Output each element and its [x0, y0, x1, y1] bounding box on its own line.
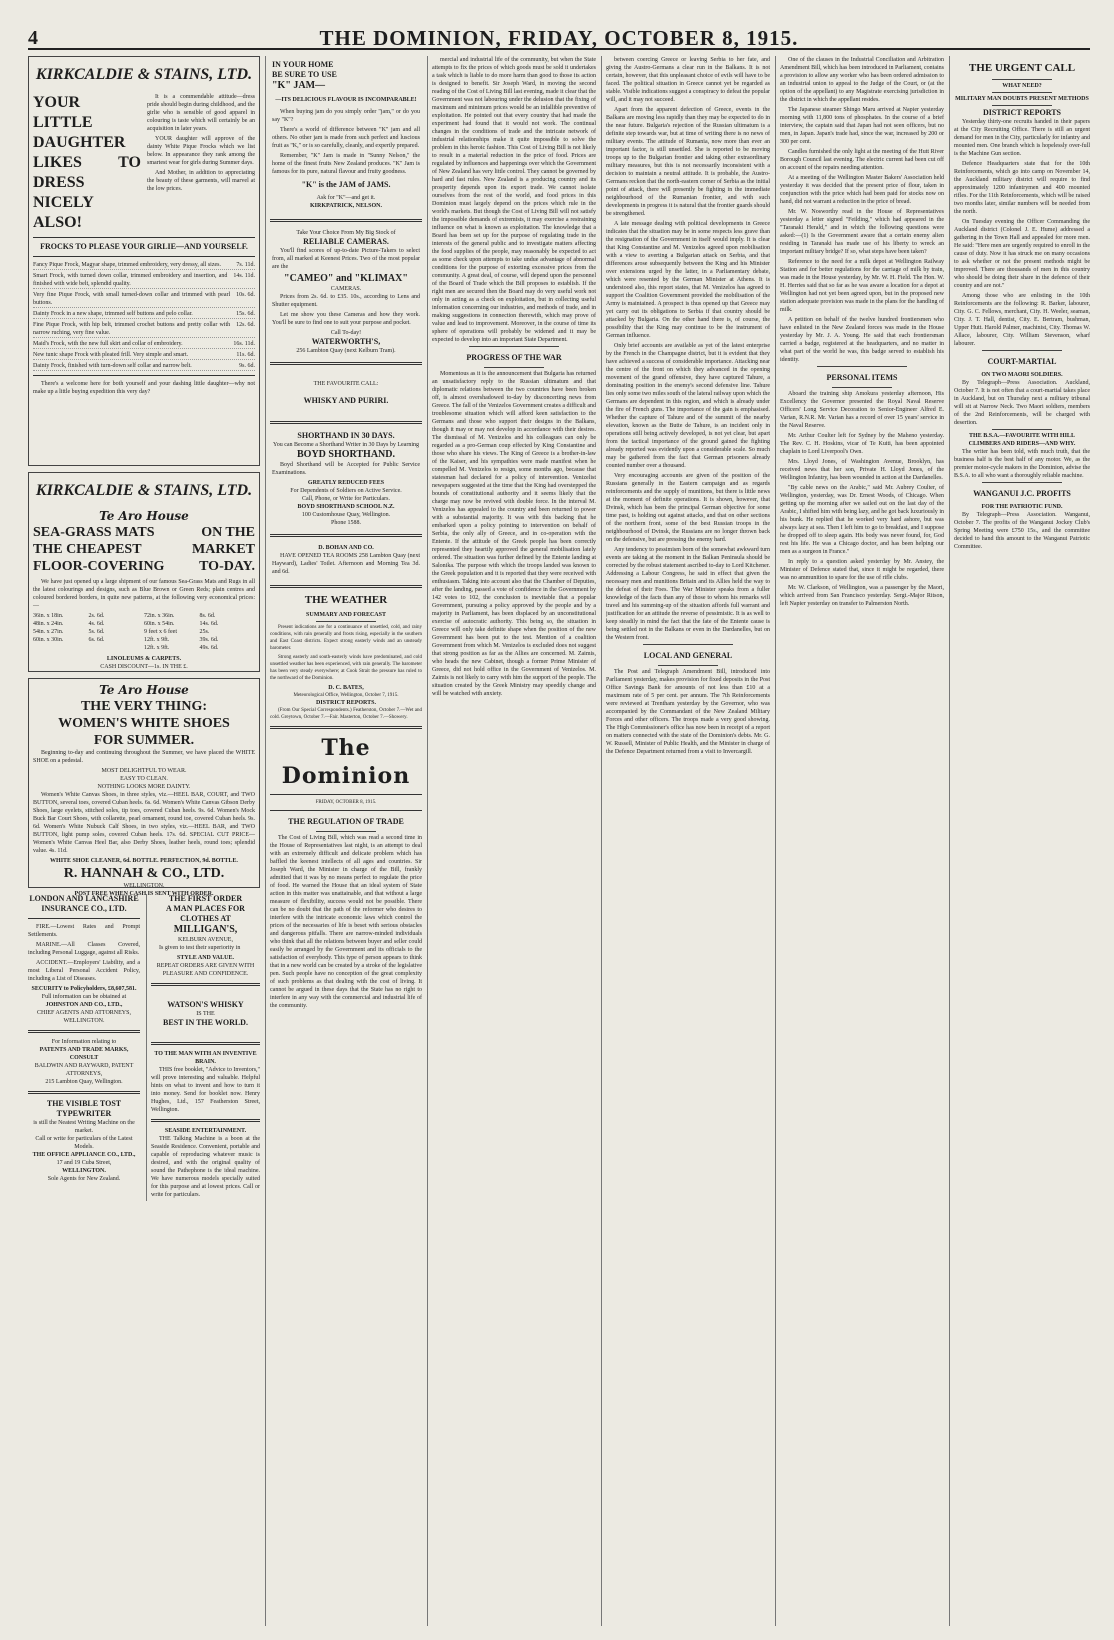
- brand-heading: KIRKCALDIE & STAINS, LTD.: [35, 66, 253, 83]
- tea-rooms-ad: D. BOHAN AND CO. HAVE OPENED TEA ROOMS 258 Lambton Quay (next Hayward), Ladies' Toilet. Afternoon and Morning Tea 3d. and 6d.: [272, 545, 420, 575]
- column-six: THE URGENT CALL WHAT NEED? MILITARY MAN DOUBTS PRESENT METHODS DISTRICT REPORTS Yesterday thirty-one recruits handed in their papers at the City Recruiting Office. There is still an urgent demand for men in the City, particularly for infantry and mounted men. One branch which is hopelessly over-full is the Machine Gun section. Defence Headquarters state that for the 10th Reinforcements, which go into camp on November 14, the Auckland military district will require to find approximately 1200 infantrymen and 400 mounted rifles. For the 11th Reinforcements, which will be raised two months later, similar numbers will be needed from the north. On Tuesday evening the Officer Commanding the Auckland district (Colonel J. E. Hume) addressed a gathering in the Town Hall and appealed for more men. He said: "Here men are urgently required to enroll in the cause of duty. Now it has struck me on many occasions to ask whether or not the present methods might be improved. There are thousands of men in this country who should be doing their share in the defence of their country and are not." Among those who are enlisting in the 10th Reinforcements are the following: R. Barker, labourer, City. G. C. Fellows, merchant, City. H. Weeler, seaman, City. J. T. Hall, dentist, City. E. Bertram, bushman, Upper Hutt. Harold Palmer, machinist, City. Thomas W. Allace, labourer, City. William Stevenson, wharf labourer. COURT-MARTIAL ON TWO MAORI SOLDIERS. By Telegraph—Press Association. Auckland, October 7. It is not often that a court-martial takes place in Auckland, but on Thursday next a military tribunal will sit at Narrow Neck. Two Maori soldiers, members of the 2nd Reinforcements, will be charged with desertion. THE B.S.A.—FAVOURITE WITH HILL CLIMBERS AND RIDERS—AND WHY. The writer has been told, with much truth, that the business half is the best half of any motor. We, as the premier motor-cycle makers in the Dominion, advise the B.S.A. to all who want a thoroughly reliable machine. WANGANUI J.C. PROFITS FOR THE PATRIOTIC FUND. By Telegraph—Press Association. Wanganui, October 7. The profits of the Wanganui Jockey Club's Spring Meeting were £750 15s., and the committee decided to hand this amount to the Wanganui Patriotic Committee.: [954, 62, 1090, 550]
- newspaper-title: THE DOMINION, FRIDAY, OCTOBER 8, 1915.: [319, 25, 799, 50]
- column-four: between coercing Greece or leaving Serbia to her fate, and giving the Austro-Germans a clear run in the Balkans. It is not certain, however, that this unpleasant choice of evils will have to be faced. The political situation in Greece cannot yet be regarded as stable. Visible indications suggest a conspiracy to defeat the popular will, and it may not succeed. Apart from the apparent defection of Greece, events in the Balkans are moving less rapidly than they may be expected to do in the near future. Bulgaria's rejection of the Russian ultimatum is a definite step towards war, but at time of writing there is no news of military events. The attitude of Rumania, now more than ever an important factor, is still unsettled. She is reported to be moving troops up to the Bulgarian frontier and taking other extraordinary military measures, but this is not necessarily inconsistent with a decision to maintain a neutral attitude. It is probable, the Austro-Germans reckon that the north-eastern corner of Serbia as the initial point of attack, there will presently be fighting in the immediate neighbourhood of the Rumanian frontier, and with such developments in progress it is natural that the frontier guards should be strengthened. A late message dealing with political developments in Greece indicates that the situation may be in some respects less grave than the resignation of the Government in itself would imply. It is clear that King Constantine and M. Venizelos agreed upon mobilisation with a view to averting a Bulgarian attack on Serbia, and that differences arose subsequently between the King and his Minister over extensions urged by the latter, in a Parliamentary debate, which were resented by the German Minister at Athens. It is understood also, this report states, that M. Venizelos has agreed to support the Coalition Government provided the mobilisation of the Army is maintained. A prospect is thus opened up that Greece may yet carry out its obligations to Serbia if that country should be attacked by Bulgaria. On the other hand there is, of course, the possibility that the King may continue to be the instrument of German influence. Only brief accounts are available as yet of the latest enterprise by the French in the Champagne district, but it is evident that they have achieved a success of considerable importance. Attacking near the centre of the front on which they advanced in the opening movement of the grand offensive, they have captured Tahure, a dominating position in the enemy's second defensive line. Tahure lies only some two miles south of the lateral railway upon which the Germans are dependent in this region, and which is already under the fire of French guns. The importance of the gain is emphasised. Whether the capture of Tahure and of the summit of the nearby elevation, known as the Butte de Tahure, is an incident only in operations still being actively developed, is not yet clear, but apart from the tactical importance of the ground gained the fighting already reported was evidently upon a considerable scale. So much may be gathered from the fact that German prisoners already counted number over a thousand. Very encouraging accounts are given of the position of the Russians generally in the Eastern campaign and as regards reinforcements and the supply of munitions, but there is little news at the moment of definite operations. It is shown, however, that Dvinsk, which has been the principal German objective for some time past, is holding out against attacks, and that on other sections of the northern front, some of the best Russian troops in the neighbourhood of Dvinsk, the Russians are no longer thrown back on the defensive, but are pressing the enemy hard. Any tendency to pessimism born of the somewhat awkward turn events are taking at the moment in the Balkan Peninsula should be corrected by the robust statement ascribed to-day to Lord Kitchener. Addressing a Labour Congress, he said in effect that given the necessary men and munitions Britain and its Allies held the way to the defeat of their Foes. The War Minister speaks from a fuller knowledge of the facts than any of those to whom his remarks will travel and his summing-up of the situation affords full warrant and justification for an attitude the reverse of pessimistic. It is as well to keep steadily in mind the fact that the fate of the Entente cause is being settled not in the Balkans or even in the Dardanelles, but on the Western front. LOCAL AND GENERAL The Post and Telegraph Amendment Bill, introduced into Parliament yesterday, makes provision for fixed deposits in the Post Office Savings Bank for amounts of not less than £10 at a maximum rate of 5 per cent. per annum. The 7th Reinforcements were reviewed at Trentham yesterday by the Governor, who was accompanied by the Commandant of the New Zealand Military Forces and other officers. The troops made a very good showing. The High Commissioner's office has now been in receipt of a report on matters connected with the state of the Dominion's debts. Mr. G. W. Russell, Minister of Public Health, and the Minister in charge of the Defence Department returned from a visit to Invercargill.: [606, 57, 770, 755]
- war-body: Momentous as it is the announcement that Bulgaria has returned an unsatisfactory reply to the Russian ultimatum and that diplomatic relations between the two countries have been broken off, is almost overshadowed to-day by disconcerting news from Greece. The fall of the Venizelos Government creates a difficult and troublesome situation which will afford keen satisfaction to the Germans and those who support their designs in the Balkans, though it may or may not develop in accordance with their desires. The dismissal of M. Venizelos and his colleagues can only be regarded as a pro-German coup effected by King Constantine and those who share his views. The King of Greece is a brother-in-law of the Kaiser, and his sympathies were made manifest when he compelled M. Venizelos to resign, some months ago, because that statesman had declared for a policy of intervention. Venizelist newspapers suggested at the time that the King had overstepped the bounds of constitutional authority and it seems likely that the charge may now be revived with double force. In the interval M. Venizelos has appealed to the country and been returned to power with a substantial majority. It was with this backing that he embarked upon a policy pointing to intervention on behalf of Serbia, the only ally of Greece, and in co-operation with the Entente. If the attitude of the Greek people has been correctly represented they heartily approved the general mobilisation lately ordered. The situation was further defined by the Entente landing at Salonika. The purpose with which the troops landed was known to the Greek population and it is reported that they were received with enthusiasm. Taking into account also that the Chamber of Deputies, after the landing, passed a vote of confidence in the Government by 142 votes to 102, the conclusion is inevitable that a popular Government, pursuing a policy approved by the people and by a majority in Parliament, has been displaced by an unconstitutional exercise of autocratic authority. This being so, the situation in Greece will only take definite shape when the position of the new Government has been put to the test. Mention of a coalition Government from which M. Venizelos is excluded does not suggest that strong position as far as the Allies are concerned. M. Zaimis, who heads the new Cabinet, though a former Prime Minister of Greece, did not hold office in the Government of Venizelos. M. Zaimis is not likely to carry with him the support of the people. The situation created by the Greek Ministry may speedily change and will be watched with anxiety.: [432, 371, 596, 697]
- frock-price-list: [33, 261, 255, 371]
- camera-ad: Take Your Choice From My Big Stock of RELIABLE CAMERAS. You'll find scores of up-to-date Picture-Takers to select from, all marked at Keenest Prices. Two of the most popular are the "CAMEO" and "KLIMAX" CAMERAS. Prices from 2s. 6d. to £35. 10s., according to Lens and Shutter equipment. Let me show you these Cameras and how they work. You'll be sure to find one to suit your purpose and pocket. Call To-day! WATERWORTH'S, 256 Lambton Quay (next Kelburn Tram).: [272, 230, 420, 354]
- whisky-ad: THE FAVOURITE CALL: WHISKY AND PURIRI.: [303, 381, 389, 405]
- list-item: Fancy Pique Frock, Magyar shape, trimmed embroidery, very dressy, all sizes. 7s. 11d.: [33, 262, 255, 268]
- list-item: Smart Frock, with turned down collar, trimmed embroidery and insertion, and finished with wide belt, splendid quality. 14s. 11d.: [33, 273, 255, 287]
- insurance-ad: LONDON AND LANCASHIRE INSURANCE CO., LTD. FIRE.—Lowest Rates and Prompt Settlements. MARINE.—All Classes Covered, including Personal Luggage, against all Risks. ACCIDENT.—Employers' Liability, and a most Liberal Personal Accident Policy, including a List of Diseases. SECURITY to Policyholders, £8,607,581. Full information can be obtained at JOHNSTON AND CO., LTD., CHIEF AGENTS AND ATTORNEYS, WELLINGTON. For Information relating to PATENTS AND TRADE MARKS, CONSULT BALDWIN AND RAYWARD, PATENT ATTORNEYS, 215 Lambton Quay, Wellington. THE VISIBLE TOST TYPEWRITER is still the Neatest Writing Machine on the market. Call or write for particulars of the Latest Models. THE OFFICE APPLIANCE CO., LTD., 17 and 19 Cuba Street, WELLINGTON. Sole Agents for New Zealand.: [28, 894, 140, 1182]
- issue-date: FRIDAY, OCTOBER 8, 1915.: [315, 800, 377, 805]
- column-two: [270, 56, 422, 1626]
- list-item: Very fine Pique Frock, with small turned-down collar and trimmed with pearl buttons. 10s. 6d.: [33, 292, 255, 306]
- sea-grass-mats-ad: KIRKCALDIE & STAINS, LTD. Te Aro House SEA-GRASS MATS THE CHEAPEST FLOOR-COVERING ON THE MARKET TO-DAY. We have just opened up a large shipment of our famous Sea-Grass Mats and Rugs in all the latest colourings and designs, such as Blue Brown or Green Reds; plain centres and coloured bordered borders, in quite new patterns, at the following very economical prices:— 36in. x 18in. 2s. 6d. 72in. x 36in. 8s. 6d. 48in. x 24in. 4s. 6d. 60in. x 54in. 14s. 6d. 54in. x 27in. 5s. 6d. 9 feet x 6 feet 25s. 60in. x 30in. 6s. 6d. 12ft. x 9ft. 39s. 6d. 12ft. x 9ft. 49s. 6d. LINOLEUMS & CARPETS. CASH DISCOUNT—1s. IN THE £.: [28, 472, 260, 672]
- masthead: [28, 25, 1090, 50]
- list-item: Dainty Frock, finished with turn-down self collar and narrow belt. 9s. 6d.: [33, 363, 255, 369]
- typewriter-ad: THE VISIBLE TOST TYPEWRITER is still the Neatest Writing Machine on the market. Call or write for particulars of the Latest Models. THE OFFICE APPLIANCE CO., LTD., 17 and 19 Cuba Street, WELLINGTON. Sole Agents for New Zealand.: [32, 1099, 136, 1182]
- k-jam-ad: IN YOUR HOME BE SURE TO USE "K" JAM— —ITS DELICIOUS FLAVOUR IS INCOMPARABLE! When buying jam do you simply order "jam," or do you say "K"? There's a world of difference between "K" jam and all others. No other jam is made from such perfect and luscious fruit as "K," or is so carefully, cleanly, and expertly prepared. Remember, "K" Jam is made in "Sunny Nelson," the home of the finest fruits New Zealand produces. "K" Jam is famous for its pure, natural flavour and fruity goodness. "K" is the JAM of JAMS. Ask for "K"—and get it. KIRKPATRICK, NELSON.: [272, 60, 420, 209]
- ad-subhead: FROCKS TO PLEASE YOUR GIRLIE—AND YOURSELF.: [40, 242, 248, 251]
- table-row: 36in. x 18in. 2s. 6d. 72in. x 36in. 8s. 6d.: [33, 613, 216, 619]
- war-heading: PROGRESS OF THE WAR: [466, 353, 562, 362]
- list-item: Dainty Frock in a new shape, trimmed self buttons and pelo collar. 15s. 6d.: [33, 311, 255, 317]
- list-item: New tunic shape Frock with pleated frill. Very simple and smart. 11s. 6d.: [33, 352, 255, 358]
- ad-headline: YOUR LITTLE DAUGHTER LIKES TO DRESS NICELY ALSO!: [33, 94, 141, 231]
- leader-continued: mercial and industrial life of the community, but when the State attempts to fix the prices of which goods must be sold it undertakes a task which is liable to do more harm than good to those its action is designed to benefit. Sir Joseph Ward, in moving the second reading of the Cost of Living Bill last evening, made it clear that the Government was not labouring under the delusion that the fixing of maximum and minimum prices would be an infallible preventive of exploitation. He pointed out that every country that had made the experiment had found that it would not work. The continual changes in the conditions of trade and the intricate network of industrial relationships make it quite impossible to solve the problem in this heroic fashion. This Cost of Living Bill is not likely to result in a material reduction in the price of food. Prices are regulated by influences and happenings over which the Government of New Zealand has very little control. They cannot be governed by hard and fast rules. New Zealand is a producing country and its prosperity depends upon its export trade. We cannot isolate ourselves from the rest of the world, and food prices in this Dominion must largely depend on the prices which rule in the world's markets. But though the Cost of Living Bill will not satisfy the impossible demands of extremists, it may exercise a restraining influence on what is known as exploitation. The knowledge that a Board has been set up for the purpose of regulating trade in the interests of the general public and to investigate matters affecting the food supplies of the people, may reasonably be expected to act as some check upon attempts to take undue advantage of abnormal conditions for the purpose of extorting excessive prices from the community. A great deal, of course, will depend upon the personnel of the Board of Trade which the Bill proposes to establish. If the right men are secured then the Board may do very useful work not only in acting as a check on exploitation, but in collecting useful information concerning our industries, and methods of trade, and in making suggestions in connection therewith, which may prove of value and lead to improvement. Moreover, in the course of time its sphere of operations will probably be widened and it may be expected to develop into an important State Department.: [432, 57, 596, 343]
- local-heading: LOCAL AND GENERAL: [643, 651, 733, 660]
- page-number: 4: [28, 26, 38, 49]
- table-row: 54in. x 27in. 5s. 6d. 9 feet x 6 feet 25s.: [33, 629, 210, 635]
- mat-size-table: [33, 612, 255, 652]
- leader-heading: THE REGULATION OF TRADE: [288, 817, 404, 826]
- dominion-nameplate: The Dominion: [281, 735, 411, 789]
- shorthand-ad: SHORTHAND IN 30 DAYS. You can Become a Shorthand Writer in 30 Days by Learning BOYD SHORTHAND. Boyd Shorthand will be Accepted for Public Service Examinations. GREATLY REDUCED FEES For Dependents of Soldiers on Active Service. Call, Phone, or Write for Particulars. BOYD SHORTHAND SCHOOL N.Z. 100 Customhouse Quay, Wellington. Phone 1588.: [272, 431, 420, 526]
- ad-footer: There's a welcome here for both yourself and your dashing little daughter—why not make up a little buying expedition this very day?: [33, 381, 255, 395]
- table-row: 12ft. x 9ft. 49s. 6d.: [144, 645, 219, 651]
- table-row: 60in. x 30in. 6s. 6d. 12ft. x 9ft. 39s. 6d.: [33, 637, 219, 643]
- table-row: 48in. x 24in. 4s. 6d. 60in. x 54in. 14s. 6d.: [33, 621, 219, 627]
- personal-heading: PERSONAL ITEMS: [826, 373, 898, 382]
- column-five: One of the clauses in the Industrial Conciliation and Arbitration Amendment Bill, which has been introduced in Parliament, contains a provision to allow any worker who has been ordered admission to an industrial union to appeal to the Judge of the Court, or (at the option of the appellant) to any Magistrate exercising jurisdiction in the district in which the appellant resides. The Japanese steamer Shingo Maru arrived at Napier yesterday morning with 11,800 tons of phosphates. In the course of a brief interview, the captain said that Japan had not seen officers, but no men, in Japan. Japan's trade had, since the war, increased by 200 or 300 per cent. Candles furnished the only light at the meeting of the Hutt River Borough Council last evening. The electric current had been cut off on account of the repairs needing attention. At a meeting of the Wellington Master Bakers' Association held yesterday it was decided that the present price of flour, taken in conjunction with the price which had been paid for stocks now on hand, did not warrant a reduction in the price of bread. Mr. W. Nosworthy read in the House of Representatives yesterday a letter signed "Feilding," which had appeared in the "Taranaki Herald," and in which the following questions were asked:—(1) Is the Government aware that a certain enemy alien residing in Taranaki has made use of his liberty to wreck an important military bridge? If so, what steps have been taken? Reference to the need for a milk depot at Wellington Railway Station and for better regulations for the carriage of milk by train, was made in the House yesterday, by Mr. W. H. Field. The Hon. W. H. Herries said that so far as he was aware a location for a depot at Wellington had not yet been agreed upon, but in the proposed new station adequate provision was made in the plans for the handling of milk. A petition on behalf of the twelve hundred frontiersmen who have enlisted in the New Zealand forces was made in the House yesterday by Mr. J. A. Young. He said that each frontiersman carried a badge, registered at the headquarters, and no matter in what part of the world he was, this badge served to establish his identity. PERSONAL ITEMS Aboard the training ship Amokura yesterday afternoon, His Excellency the Governor presented the Royal Naval Reserve Officers' Long Service Decoration to Senior-Engineer Alfred E. Varian, R.N.R. Mr. Varian has a record of over 15 years' service in the Naval Reserve. Mr. Arthur Coulter left for Sydney by the Maheno yesterday. The Rev. C. H. Hoskins, vicar of Te Kuiti, has been appointed chaplain to Lord Liverpool's Own. Mrs. Lloyd Jones, of Washington Avenue, Brooklyn, has received news that her son, Private H. Lloyd Jones, of the Wellington Infantry, has been wounded in action at the Dardanelles. "By cable news on the Arabic," said Mr. Aubrey Coulter, of Wellington, yesterday, was Dr. Ernest Woods, of Chicago. When getting up the morning after we sailed out on the last day of the Arabic, I shifted him with being lazy, and he got back luxuriously in his bunk. He replied that he worked very hard ashore, but was always lazy at sea. Then I left him to go to breakfast, and I suppose he dropped off to sleep again. His body was never found, for, God rest his life. He was a Chicago doctor, and has been helping our men as a surgeon in France." In reply to a question asked yesterday by Mr. Anstey, the Minister of Defence stated that, since it might be regarded, there was no ammunition to spare for the use of rifle clubs. Mr. W. Clarkson, of Wellington, was a passenger by the Maori, which arrived from San Francisco yesterday. Sergt.-Major Ritson, left Napier yesterday on transfer to Palmerston North.: [780, 57, 944, 607]
- list-item: Fine Pique Frock, with hip belt, trimmed crochet buttons and pretty collar with narrow ruching, very fine value. 12s. 6d.: [33, 322, 255, 336]
- column-three: [432, 56, 596, 1626]
- white-shoes-ad: Te Aro House THE VERY THING: WOMEN'S WHITE SHOES FOR SUMMER. Beginning to-day and continuing throughout the Summer, we have placed the WHITE SHOE on a pedestal. MOST DELIGHTFUL TO WEAR. EASY TO CLEAN. NOTHING LOOKS MORE DAINTY. Women's White Canvas Shoes, in three styles, viz.—HEEL BAR, COURT, and TWO BUTTON, several toes, covered Cuban heels. 6s. 6d. Women's White Canvas Gibson Derby Shoes, large eyelets, stitched soles, tip toes, covered Cuban heels. 9s. 6d. Women's Mock Buck Bar Court Shoes, with collarette, pearl ornament, round toe, covered Cuban heels. 9s. 6d. Women's White Nubuck Calf Shoes, in two styles, viz.—HEEL BAR, and TWO BUTTON, light pump soles, covered Cuban heels. 17s. 6d. SPECIAL CUT PRICE—Women's White Canvas Heel Bar, also Derby Shoes, leather heels, round toes; splendid value. 4s. 11d. WHITE SHOE CLEANER, 6d. BOTTLE. PERFECTION, 9d. BOTTLE. R. HANNAH & CO., LTD. WELLINGTON. POST FREE WHEN CASH IS SENT WITH ORDER.: [28, 678, 260, 888]
- leader-body: The Cost of Living Bill, which was read a second time in the House of Representatives last night, is an attempt to deal with an extremely difficult and delicate problem which has baffled the keenest intellects of all ages and countries. Sir Joseph Ward, the Minister in charge of the Bill, frankly admitted that it was by no means perfect to regulate the price of food. He warned the House that an ideal system of State action in this matter was unattainable, and that without a large measure of flexibility, success would not be possible. There can be no doubt that the path of the reformer who desires to interfere with the intricate economic laws which control the prices of the necessaries of life is beset with serious obstacles and dangerous pitfalls. There are narrow-minded individuals who think that all the relations between buyer and seller could easily be arranged by the Government and its officials to the satisfaction of everybody. This type of person appears to think that in a new world can be created by a stroke of the legislative pen. Such people have no conception of the great complexity of such problems as that dealing with the cost of living. It cannot be argued in these days that the State has no right to interfere in any way with the commercial and industrial life of the community.: [270, 835, 422, 1009]
- patents-ad: For Information relating to PATENTS AND TRADE MARKS, CONSULT BALDWIN AND RAYWARD, PATENT ATTORNEYS, 215 Lambton Quay, Wellington.: [34, 1039, 134, 1085]
- urgent-call-heading: THE URGENT CALL: [968, 62, 1076, 74]
- weather-section: THE WEATHER SUMMARY AND FORECAST Present indications are for a continuance of unsettled, cold, and rainy conditions, with rain generally and frosts rising, especially in the southern and East Coast districts. Expect strong easterly winds and an unsteady barometer. Strong easterly and south-easterly winds have predominated, and cold unsettled weather has been experienced, with rain generally. The barometer has been very steady everywhere; at Cook Strait the pressure has ruled to the northward of the Dominion. D. C. BATES, Meteorological Office, Wellington, October 7, 1915. DISTRICT REPORTS. (From Our Special Correspondents.) Featherston, October 7.—Wet and cold. Greytown, October 7.—Fair. Masterton, October 7.—Showery.: [270, 594, 422, 720]
- column-advertisements: KIRKCALDIE & STAINS, LTD. YOUR LITTLE DAUGHTER LIKES TO DRESS NICELY ALSO! It is a commendable attitude—dress pride should begin during childhood, and the girlie who is sensible of good apparel in colouring is taste which will certainly be an acquisition in later years. YOUR daughter will approve of the dainty White Pique Frocks which we list below. In appearance they rank among the smartest wear for girls during Summer days. And Mother, in addition to appreciating the beauty of these garments, will marvel at the low prices. FROCKS TO PLEASE YOUR GIRLIE—AND YOURSELF. Fancy Pique Frock, Magyar shape, trimmed embroidery, very dressy, all sizes. 7s. 11d. Smart Frock, with turned down collar, trimmed embroidery and insertion, and finished with wide belt, splendid quality. 14s. 11d. Very fine Pique Frock, with small turned-down collar and trimmed with pearl buttons. 10s. 6d. Dainty Frock in a new shape, trimmed self buttons and pelo collar. 15s. 6d. Fine Pique Frock, with hip belt, trimmed crochet buttons and pretty collar with narrow ruching, very fine value. 12s. 6d. Maid's Frock, with the new full skirt and collar of embroidery. 16s. 11d. New tunic shape Frock with pleated frill. Very simple and smart. 11s. 6d. Dainty Frock, finished with turn-down self collar and narrow belt. 9s. 6d. There's a welcome here for both yourself and your dashing little daughter—why not make up a little buying expedition this very day? KIRKCALDIE & STAINS, LTD. Te Aro House SEA-GRASS MATS THE CHEAPEST FLOOR-COVERING ON THE MARKET TO-DAY. We have just opened up a large shipment of our famous Sea-Grass Mats and Rugs in all the latest colourings and designs, such as Blue Brown or Green Reds; plain centres and coloured bordered borders, in quite new patterns, at the following very economical prices:— 36in. x 18in. 2s. 6d. 72in. x 36in. 8s. 6d. 48in. x 24in. 4s. 6d. 60in. x 54in. 14s. 6d. 54in. x 27in. 5s. 6d. 9 feet x 6 feet 25s. 60in. x 30in. 6s. 6d. 12ft. x 9ft. 39s. 6d. 12ft. x 9ft. 49s. 6d. LINOLEUMS & CARPETS. CASH DISCOUNT—1s. IN THE £. Te Aro House THE VERY THING: WOMEN'S WHITE SHOES FOR SUMMER. Beginning to-day and continuing throughout the Summer, we have placed the WHITE SHOE on a pedestal. MOST DELIGHTFUL TO WEAR. EASY TO CLEAN. NOTHING LOOKS MORE DAINTY. Women's White Canvas Shoes, in three styles, viz.—HEEL BAR, COURT, and TWO BUTTON, several toes, covered Cuban heels. 6s. 6d. Women's White Canvas Gibson Derby Shoes, large eyelets, stitched soles, tip toes, covered Cuban heels. 9s. 6d. Women's Mock Buck Bar Court Shoes, with collarette, pearl ornament, round toe, covered Cuban heels. 9s. 6d. Women's White Nubuck Calf Shoes, in two styles, viz.—HEEL BAR, and TWO BUTTON, light pump soles, covered Cuban heels. 17s. 6d. SPECIAL CUT PRICE—Women's White Canvas Heel Bar, also Derby Shoes, leather heels, round toes; splendid value. 4s. 11d. WHITE SHOE CLEANER, 6d. BOTTLE. PERFECTION, 9d. BOTTLE. R. HANNAH & CO., LTD. WELLINGTON. POST FREE WHEN CASH IS SENT WITH ORDER. LONDON AND LANCASHIRE INSURANCE CO., LTD. FIRE.—Lowest Rates and Prompt Settlements. MARINE.—All Classes Covered, including Personal Luggage, against all Risks. ACCIDENT.—Employers' Liability, and a most Liberal Personal Accident Policy, including a List of Diseases. SECURITY to Policyholders, £8,607,581. Full information can be obtained at JOHNSTON AND CO., LTD., CHIEF AGENTS AND ATTORNEYS, WELLINGTON. For Information relating to PATENTS AND TRADE MARKS, CONSULT BALDWIN AND RAYWARD, PATENT ATTORNEYS, 215 Lambton Quay, Wellington. THE VISIBLE TOST TYPEWRITER is still the Neatest Writing Machine on the market. Call or write for particulars of the Latest Models. THE OFFICE APPLIANCE CO., LTD., 17 and 19 Cuba Street, WELLINGTON. Sole Agents for New Zealand. THE FIRST ORDER A MAN PLACES FOR CLOTHES AT MILLIGAN'S, KELBURN AVENUE, Is given to test their superiority in STYLE AND VALUE. REPEAT ORDERS ARE GIVEN WITH PLEASURE AND CONFIDENCE. WATSON'S WHISKY IS THE BEST IN THE WORLD. TO THE MAN WITH AN INVENTIVE BRAIN. THIS free booklet, "Advice to Inventors," will prove interesting and valuable. Helpful hints on what to invent and how to turn it into money. Send for booklet now. Henry Hughes, Ltd., 157 Featherston Street, Wellington. SEASIDE ENTERTAINMENT. THE Talking Machine is a boon at the Seaside Residence. Convenient, portable and capable of reproducing whatever music is desired, and with the original quality of sound the Pathephone is the ideal machine. We have numerous models specially suited for this purpose and at lowest prices. Call or write for particulars.: [28, 56, 260, 1626]
- kirkcaldie-frocks-ad: KIRKCALDIE & STAINS, LTD. YOUR LITTLE DAUGHTER LIKES TO DRESS NICELY ALSO! It is a commendable attitude—dress pride should begin during childhood, and the girlie who is sensible of good apparel in colouring is taste which will certainly be an acquisition in later years. YOUR daughter will approve of the dainty White Pique Frocks which we list below. In appearance they rank among the smartest wear for girls during Summer days. And Mother, in addition to appreciating the beauty of these garments, will marvel at the low prices. FROCKS TO PLEASE YOUR GIRLIE—AND YOURSELF. Fancy Pique Frock, Magyar shape, trimmed embroidery, very dressy, all sizes. 7s. 11d. Smart Frock, with turned down collar, trimmed embroidery and insertion, and finished with wide belt, splendid quality. 14s. 11d. Very fine Pique Frock, with small turned-down collar and trimmed with pearl buttons. 10s. 6d. Dainty Frock in a new shape, trimmed self buttons and pelo collar. 15s. 6d. Fine Pique Frock, with hip belt, trimmed crochet buttons and pretty collar with narrow ruching, very fine value. 12s. 6d. Maid's Frock, with the new full skirt and collar of embroidery. 16s. 11d. New tunic shape Frock with pleated frill. Very simple and smart. 11s. 6d. Dainty Frock, finished with turn-down self collar and narrow belt. 9s. 6d. There's a welcome here for both yourself and your dashing little daughter—why not make up a little buying expedition this very day?: [28, 56, 260, 466]
- list-item: Maid's Frock, with the new full skirt and collar of embroidery. 16s. 11d.: [33, 341, 255, 347]
